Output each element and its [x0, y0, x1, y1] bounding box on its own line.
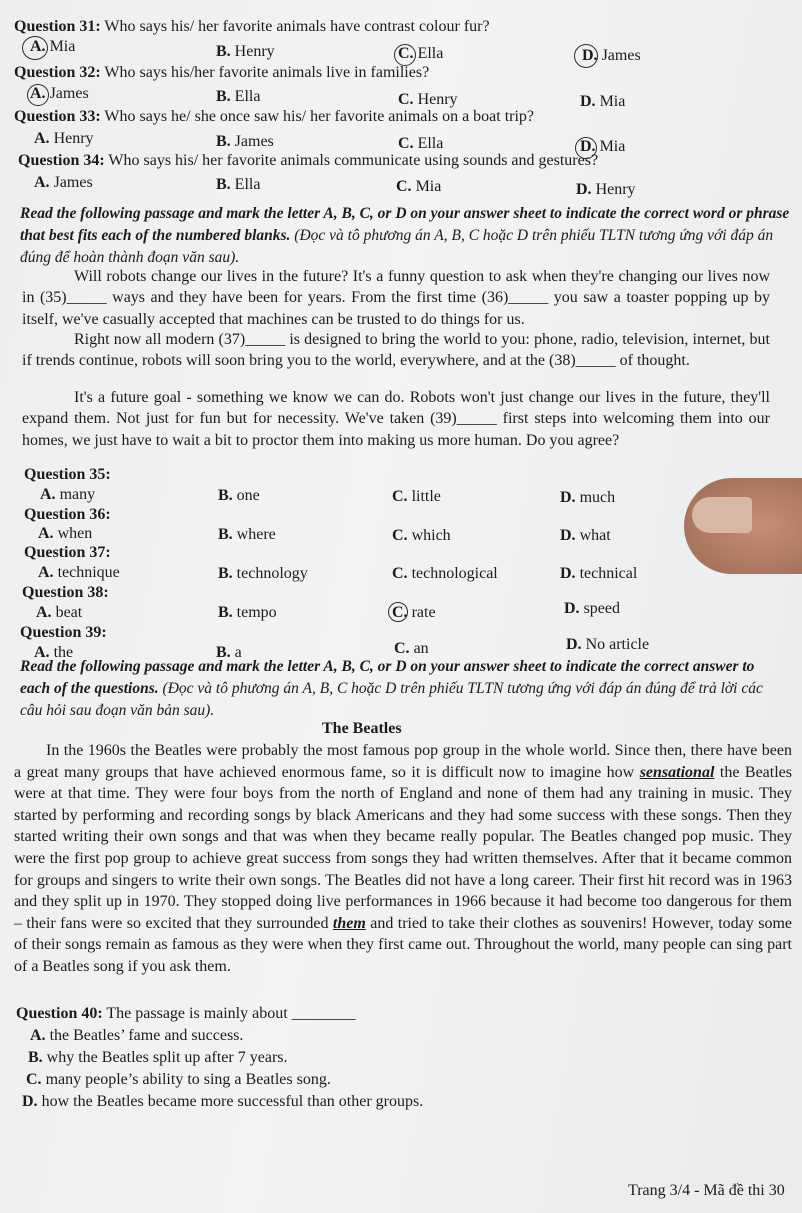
question-40: Question 40: The passage is mainly about ________	[16, 1005, 356, 1022]
q37-option-c[interactable]: C. technological	[392, 565, 498, 582]
passage-1-paragraph-2: Right now all modern (37)_____ is designed to bring the world to you: phone, radio, television, internet, but if trends continue, robots will soon bring you to the world, everywhere, and at the (38)_____ of thought.	[22, 331, 770, 370]
answer-mark-circle	[394, 44, 416, 66]
q33-option-a[interactable]: A. Henry	[34, 130, 94, 147]
q40-option-a[interactable]: A. the Beatles’ fame and success.	[30, 1027, 244, 1044]
underlined-word-sensational: sensational	[639, 763, 715, 781]
q39-option-b[interactable]: B. a	[216, 644, 242, 661]
q40-option-c[interactable]: C. many people’s ability to sing a Beatles song.	[26, 1071, 331, 1088]
q36-option-a[interactable]: A. when	[38, 525, 93, 542]
q33-option-c[interactable]: C. Ella	[398, 135, 444, 152]
answer-mark-circle	[22, 36, 48, 60]
q37-option-a[interactable]: A. technique	[38, 564, 120, 581]
q36-option-d[interactable]: D. what	[560, 527, 611, 544]
q40-option-d[interactable]: D. how the Beatles became more successful than other groups.	[22, 1093, 424, 1110]
question-39: Question 39:	[20, 624, 107, 641]
q36-option-c[interactable]: C. which	[392, 527, 451, 544]
q38-option-c[interactable]: C. rate	[392, 604, 436, 621]
q34-option-b[interactable]: B. Ella	[216, 176, 261, 193]
question-35: Question 35:	[24, 466, 111, 483]
q31-option-a[interactable]: A. Mia	[30, 38, 76, 55]
q35-option-d[interactable]: D. much	[560, 489, 616, 506]
q39-option-d[interactable]: D. No article	[566, 636, 650, 653]
q34-option-d[interactable]: D. Henry	[576, 181, 636, 198]
q31-option-c[interactable]: C. Ella	[398, 45, 444, 62]
q31-option-b[interactable]: B. Henry	[216, 43, 275, 60]
page-footer: Trang 3/4 - Mã đề thi 30	[628, 1182, 785, 1199]
q32-option-c[interactable]: C. Henry	[398, 91, 458, 108]
q33-option-d[interactable]: D. Mia	[580, 138, 626, 155]
q39-option-c[interactable]: C. an	[394, 640, 429, 657]
q37-option-b[interactable]: B. technology	[218, 565, 308, 582]
question-31: Question 31: Who says his/ her favorite animals have contrast colour fur?	[14, 18, 490, 35]
q35-option-c[interactable]: C. little	[392, 488, 441, 505]
q32-option-a[interactable]: A. James	[30, 85, 89, 102]
passage-1-paragraph-1: Will robots change our lives in the future? It's a funny question to ask when they're changing our lives now in (35)_____ ways and they have been for years. From the first time (36)_____ you saw a toaster popping up by itself, we've casually accepted that machines can be trusted to do things for us.	[22, 268, 770, 328]
underlined-word-them: them	[332, 914, 366, 932]
question-33: Question 33: Who says he/ she once saw his/ her favorite animals on a boat trip?	[14, 108, 535, 125]
q34-option-a[interactable]: A. James	[34, 174, 93, 191]
question-37: Question 37:	[24, 544, 111, 561]
q40-option-b[interactable]: B. why the Beatles split up after 7 years.	[28, 1049, 288, 1066]
q39-option-a[interactable]: A. the	[34, 644, 74, 661]
q38-option-b[interactable]: B. tempo	[218, 604, 277, 621]
passage-2-body: In the 1960s the Beatles were probably the most famous pop group in the whole world. Since then, there have been a great many groups that have achieved enormous fame, so it is difficult now to imagine how sensational the Beatles were at that time. They were four boys from the north of England and none of them had any training in music. They started by performing and recording songs by black Americans and they had some success with these songs. Then they started writing their own songs and that was when they became really popular. The Beatles changed pop music. They were the first pop group to achieve great success from songs they had written themselves. After that it became common for groups and singers to write their own songs. The Beatles did not have a long career. Their first hit record was in 1963 and they split up in 1970. They stopped doing live performances in 1966 because it had become too dangerous for them – their fans were so excited that they surrounded them and tried to take their clothes as souvenirs! However, today some of their songs remain as famous as they were when they first came out. Throughout the world, many people can sing part of a Beatles song if you ask them.	[14, 742, 793, 975]
question-36: Question 36:	[24, 506, 111, 523]
answer-mark-circle	[388, 602, 408, 622]
question-34: Question 34: Who says his/ her favorite animals communicate using sounds and gestures?	[18, 152, 599, 169]
instruction-passage-1: Read the following passage and mark the letter A, B, C, or D on your answer sheet to indicate the correct word or phrase that best fits each of the numbered blanks. (Đọc và tô phương án A, B, C hoặc D trên phiếu TLTN tương ứng với đáp án đúng để hoàn thành đoạn văn sau).	[20, 205, 790, 266]
q38-option-a[interactable]: A. beat	[36, 604, 83, 621]
question-32: Question 32: Who says his/her favorite animals live in families?	[14, 64, 430, 81]
q32-option-d[interactable]: D. Mia	[580, 93, 626, 110]
answer-mark-circle	[27, 84, 49, 106]
q35-option-a[interactable]: A. many	[40, 486, 96, 503]
q37-option-d[interactable]: D. technical	[560, 565, 638, 582]
question-38: Question 38:	[22, 584, 109, 601]
q33-option-b[interactable]: B. James	[216, 133, 274, 150]
q31-option-d[interactable]: D. James	[582, 47, 641, 64]
q32-option-b[interactable]: B. Ella	[216, 88, 261, 105]
thumbnail-photo-element	[692, 497, 752, 533]
passage-2-title: The Beatles	[322, 720, 402, 737]
passage-1-paragraph-3: It's a future goal - something we know we can do. Robots won't just change our lives in the future, they'll expand them. Not just for fun but for necessity. We've taken (39)_____ first steps into welcoming them into our homes, we just have to wait a bit to proctor them into making us more human. Do you agree?	[22, 389, 770, 449]
instruction-passage-2: Read the following passage and mark the letter A, B, C, or D on your answer sheet to indicate the correct answer to each of the questions. (Đọc và tô phương án A, B, C hoặc D trên phiếu TLTN tương ứng với đáp án đúng để trả lời các câu hỏi sau đoạn văn bản sau).	[20, 658, 763, 719]
answer-mark-circle	[574, 44, 598, 68]
q34-option-c[interactable]: C. Mia	[396, 178, 442, 195]
q38-option-d[interactable]: D. speed	[564, 600, 620, 617]
q36-option-b[interactable]: B. where	[218, 526, 276, 543]
q35-option-b[interactable]: B. one	[218, 487, 260, 504]
